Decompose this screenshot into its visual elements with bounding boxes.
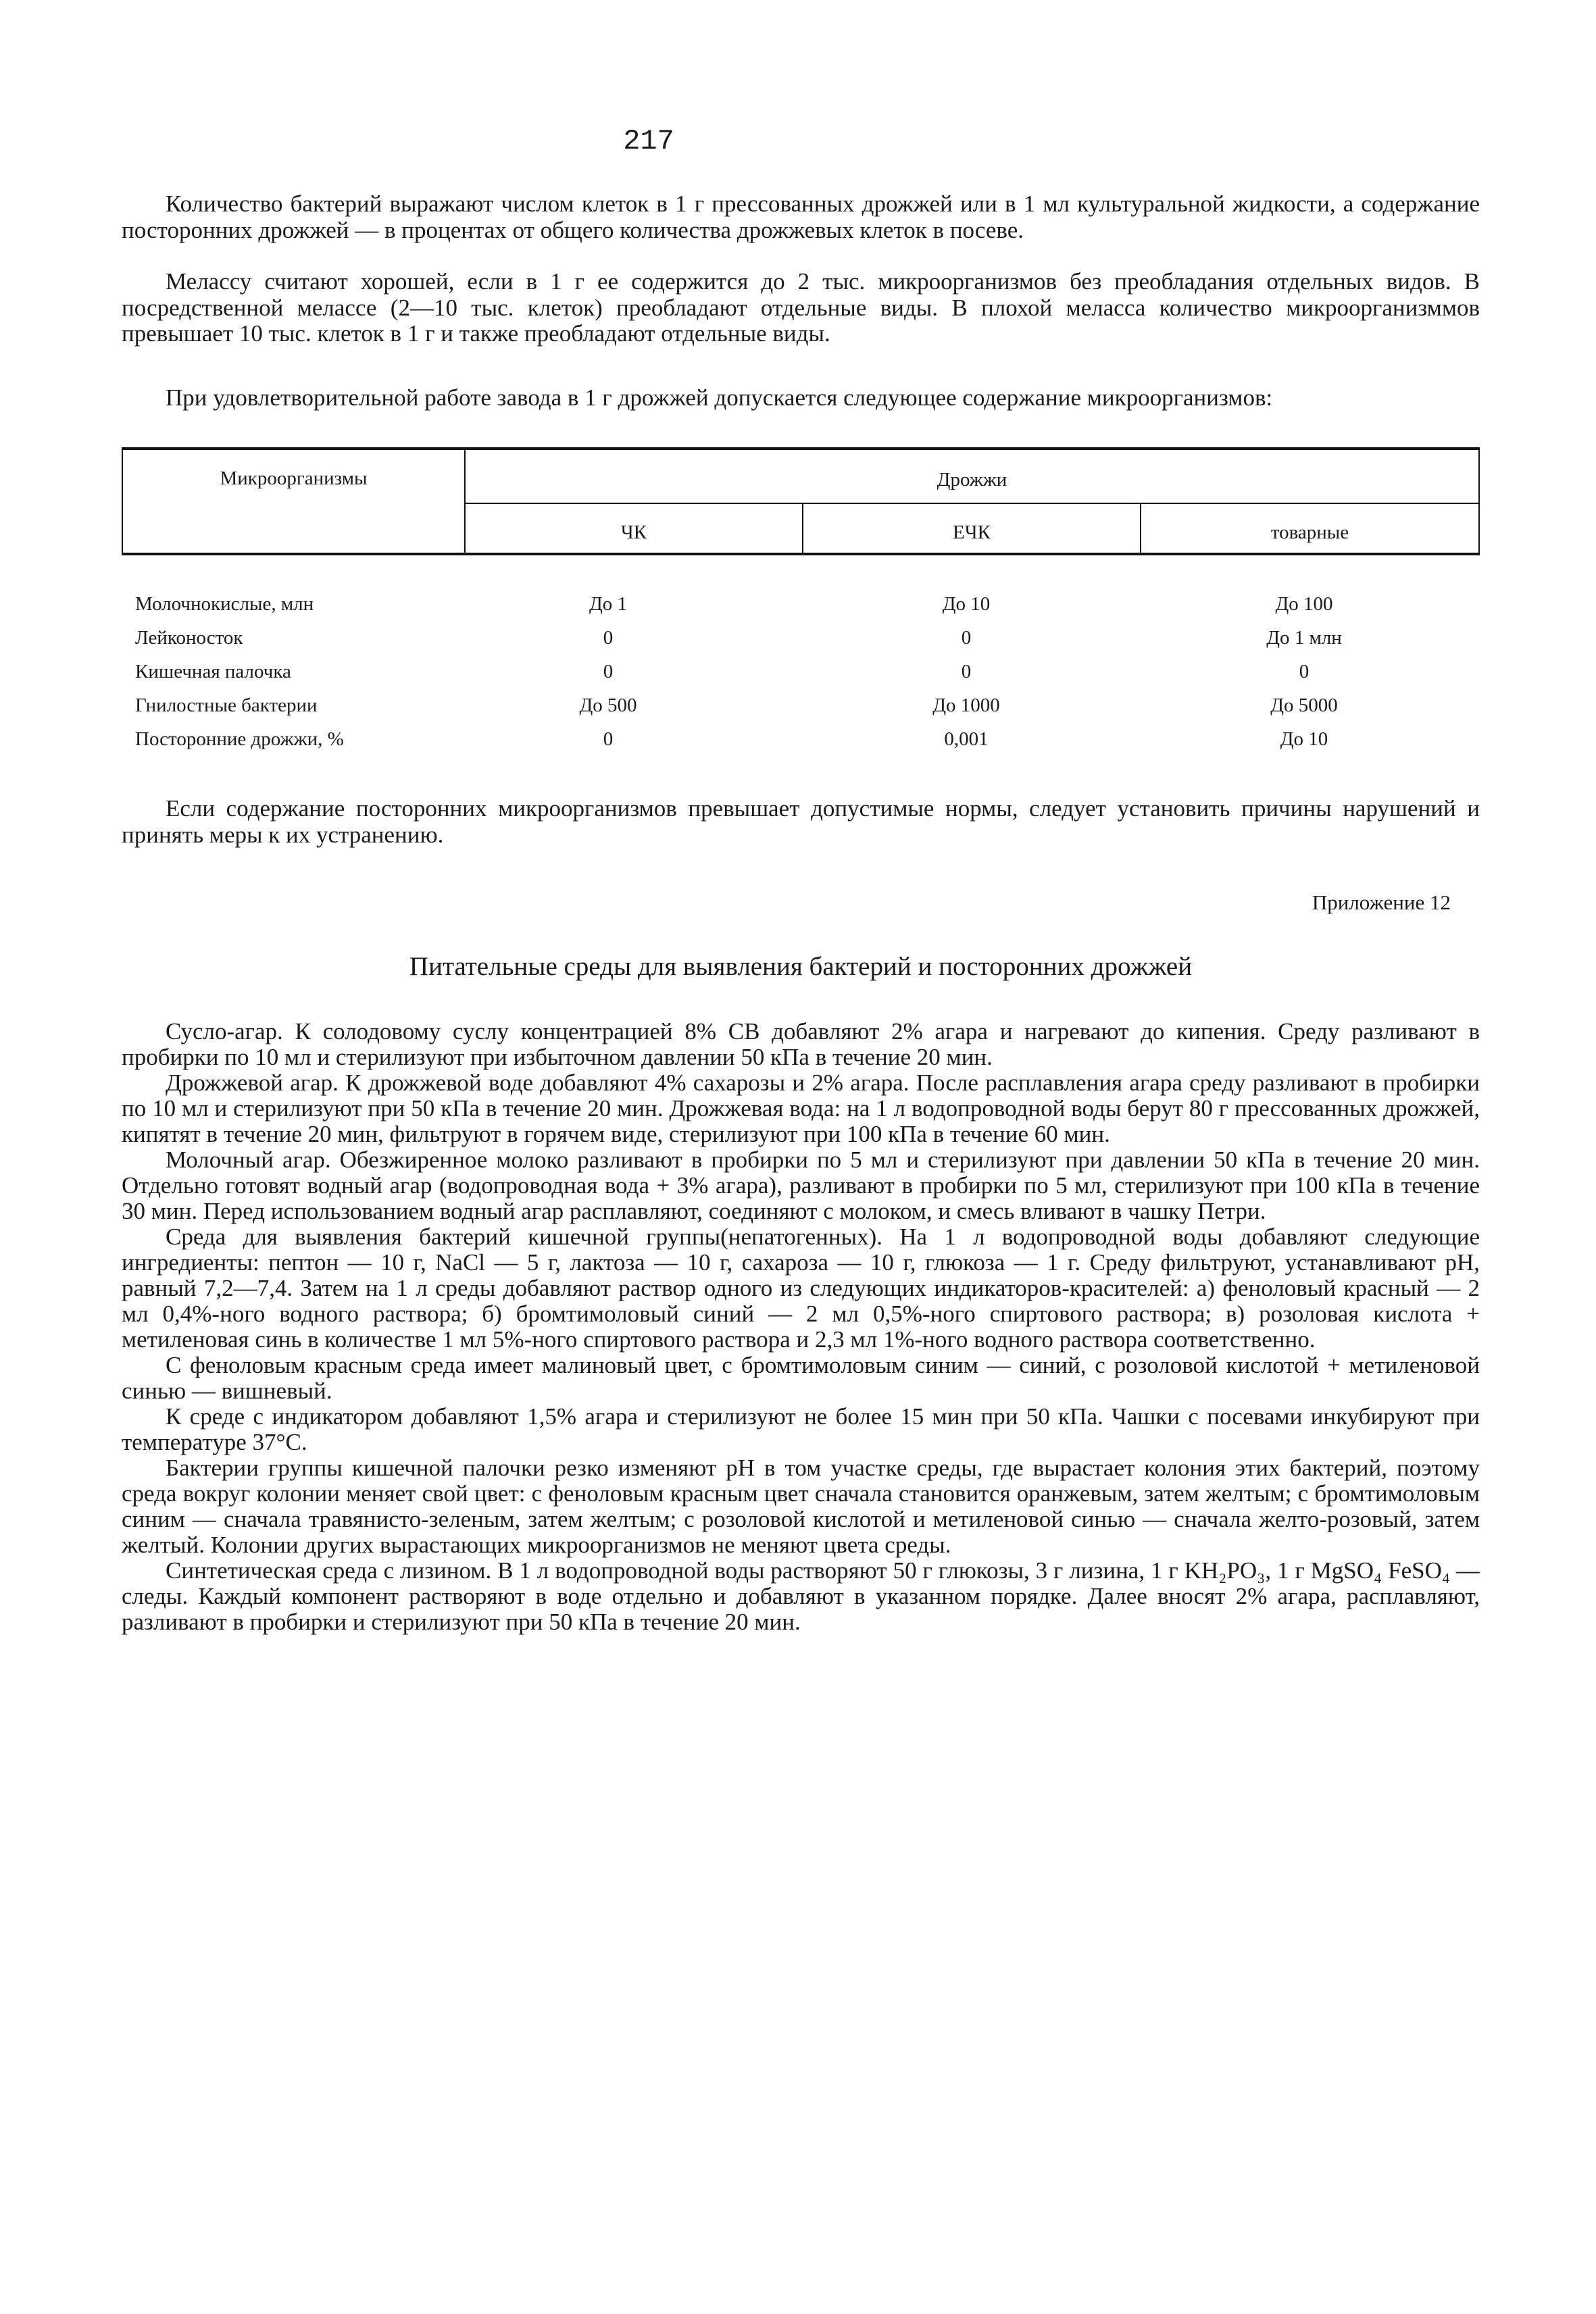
header-tovarnye: товарные (1270, 522, 1349, 543)
header-microorganisms: Микроорганизмы (220, 468, 368, 489)
paragraph-yeast-agar: Дрожжевой агар. К дрожжевой воде добавляют 4% сахарозы и 2% агара. После расплавления агара среду разливают в пробирки по 10 мл и стерилизуют при 50 кПа в течение 20 мин. Дрожжевая вода: на 1 л водопроводной воды берут 80 г прессованных дрожжей, кипятят в течение 20 мин, фильтруют в горячем виде, стерилизуют при 100 кПа в течение 60 мин. (122, 1070, 1480, 1147)
cell-tovarnye: До 5000 (1270, 695, 1338, 716)
paragraph-wort-agar: Сусло-агар. К солодовому суслу концентрацией 8% СВ добавляют 2% агара и нагревают до кипения. Среду разливают в пробирки по 10 мл и стерилизуют при избыточном давлении 50 кПа в течение 20 мин. (122, 1018, 1480, 1070)
cell-ck: 0 (603, 728, 614, 750)
cell-tovarnye: До 1 млн (1266, 627, 1342, 649)
cell-eck: До 1000 (932, 695, 1000, 716)
table-row (122, 728, 1480, 762)
paragraph-table-intro: При удовлетворительной работе завода в 1 г дрожжей допускается следующее содержание микроорганизмов: (166, 384, 1273, 411)
paragraph-lysine-medium: Синтетическая среда с лизином. В 1 л водопроводной воды растворяют 50 г глюкозы, 3 г лизина, 1 г KH₂PO₃, 1 г MgSO₄ FeSO₄ — следы. Каждый компонент растворяют в воде отдельно и добавляют в указанном порядке. Далее вносят 2% агара, расплавляют, разливают в пробирки и стерилизуют при 50 кПа в течение 20 мин. (122, 1557, 1480, 1635)
table-divider (464, 503, 1478, 504)
paragraph-milk-agar: Молочный агар. Обезжиренное молоко разливают в пробирки по 5 мл и стерилизуют при давлении 50 кПа в течение 20 мин. Отдельно готовят водный агар (водопроводная вода + 3% агара), разливают в пробирки по 5 мл, стерилизуют при 100 кПа в течение 30 мин. Перед использованием водный агар расплавляют, соединяют с молоком, и смесь вливают в чашку Петри. (122, 1147, 1480, 1224)
cell-tovarnye: 0 (1299, 661, 1310, 682)
paragraph-molasses-quality: Мелассу считают хорошей, если в 1 г ее содержится до 2 тыс. микроорганизмов без преобладания отдельных видов. В посредственной мелассе (2—10 тыс. клеток) преобладают отдельные виды. В плохой меласса количество микроорганизммов превышает 10 тыс. клеток в 1 г и также преобладают отдельные виды. (122, 268, 1480, 347)
row-name: Посторонние дрожжи, % (135, 728, 344, 750)
row-name: Молочнокислые, млн (135, 593, 314, 615)
cell-ck: 0 (603, 627, 614, 649)
cell-ck: До 1 (589, 593, 628, 615)
cell-tovarnye: До 10 (1280, 728, 1328, 750)
cell-ck: 0 (603, 661, 614, 682)
paragraph-bacteria-count: Количество бактерий выражают числом клеток в 1 г прессованных дрожжей или в 1 мл культуральной жидкости, а содержание посторонних дрожжей — в процентах от общего количества дрожжевых клеток в посеве. (122, 191, 1480, 243)
paragraph-agar-addition: К среде с индикатором добавляют 1,5% агара и стерилизуют не более 15 мин при 50 кПа. Чашки с посевами инкубируют при температуре 37°С. (122, 1403, 1480, 1455)
cell-ck: До 500 (579, 695, 637, 716)
header-eck: ЕЧК (953, 522, 991, 543)
row-name: Кишечная палочка (135, 661, 291, 682)
cell-eck: 0 (961, 661, 972, 682)
appendix-label: Приложение 12 (1312, 890, 1451, 914)
cell-eck: 0,001 (944, 728, 989, 750)
section-title: Питательные среды для выявления бактерий и посторонних дрожжей (409, 952, 1193, 981)
row-name: Лейконосток (135, 627, 243, 649)
cell-eck: 0 (961, 627, 972, 649)
table-row (122, 593, 1480, 627)
paragraph-ph-change: Бактерии группы кишечной палочки резко изменяют pH в том участке среды, где вырастает колония этих бактерий, поэтому среда вокруг колонии меняет свой цвет: с феноловым красным цвет сначала становится оранжевым, затем желтым; с бромтимоловым синим — сначала травянисто-зеленым, затем желтым; с розоловой кислотой и метиленовой синью — сначала желто-розовый, затем желтый. Колонии других вырастающих микроорганизмов не меняют цвета среды. (122, 1455, 1480, 1558)
paragraph-after-table: Если содержание посторонних микроорганизмов превышает допустимые нормы, следует установить причины нарушений и принять меры к их устранению. (122, 795, 1480, 848)
table-body (122, 593, 1480, 762)
table-header (122, 447, 1480, 555)
header-yeast: Дрожжи (937, 469, 1007, 491)
paragraph-indicator-colors: С феноловым красным среда имеет малиновый цвет, с бромтимоловым синим — синий, с розоловой кислотой + метиленовой синью — вишневый. (122, 1352, 1480, 1404)
section-body (122, 1019, 1480, 1635)
cell-tovarnye: До 100 (1275, 593, 1333, 615)
table-row (122, 627, 1480, 661)
page-number: 217 (623, 125, 674, 157)
table-row (122, 661, 1480, 695)
header-ck: ЧК (620, 522, 647, 543)
cell-eck: До 10 (942, 593, 991, 615)
table-row (122, 695, 1480, 728)
paragraph-intestinal-medium: Среда для выявления бактерий кишечной группы(непатогенных). На 1 л водопроводной воды добавляют следующие ингредиенты: пептон — 10 г, NaCl — 5 г, лактоза — 10 г, сахароза — 10 г, глюкоза — 1 г. Среду фильтруют, устанавливают pH, равный 7,2—7,4. Затем на 1 л среды добавляют раствор одного из следующих индикаторов-красителей: а) феноловый красный — 2 мл 0,4%-ного водного раствора; б) бромтимоловый синий — 2 мл 0,5%-ного спиртового раствора; в) розоловая кислота + метиленовая синь в количестве 1 мл 5%-ного спиртового раствора и 2,3 мл 1%-ного водного раствора соответственно. (122, 1224, 1480, 1353)
row-name: Гнилостные бактерии (135, 695, 318, 716)
